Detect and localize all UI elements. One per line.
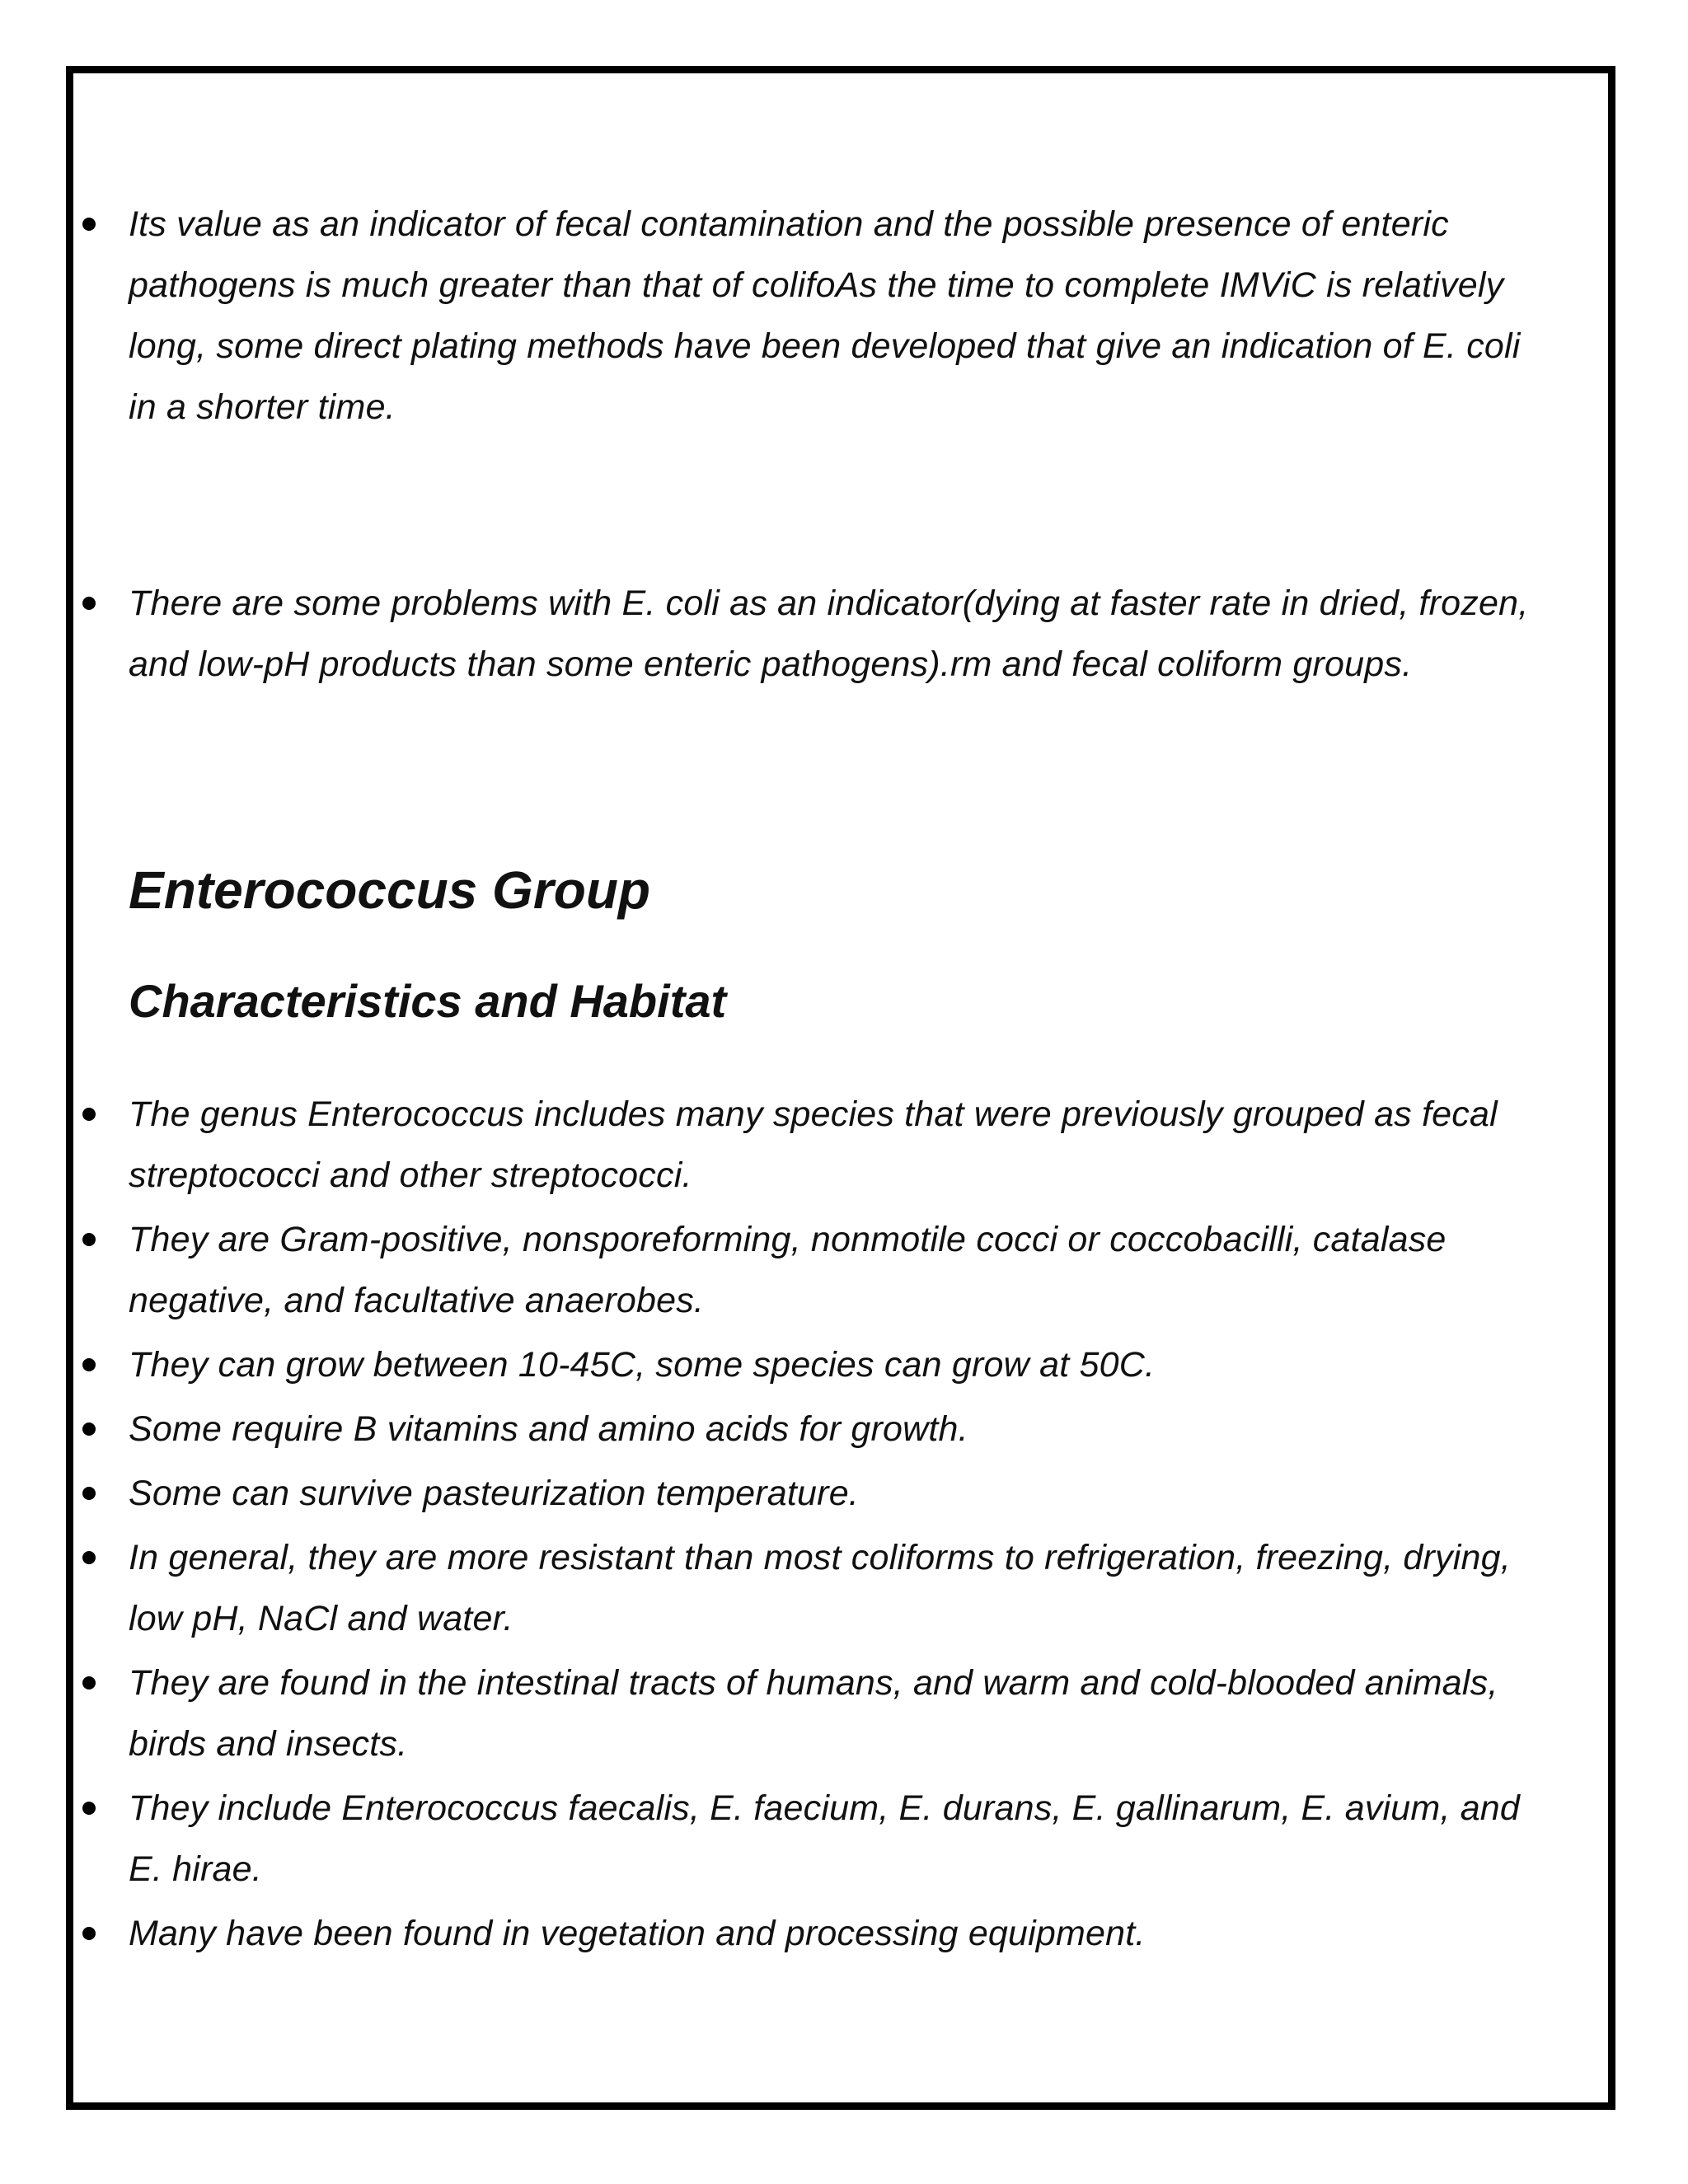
document-page [66, 66, 1615, 2110]
list-item [66, 1399, 1615, 1460]
bullet-icon [82, 1487, 96, 1500]
bullet-text: The genus Enterococcus includes many species that were previously grouped as fecal streptococci and other streptococci. [129, 1094, 1498, 1195]
list-item [66, 1527, 1615, 1649]
list-item [66, 1209, 1615, 1331]
bullet-icon [82, 1422, 96, 1436]
bullet-text: There are some problems with E. coli as an indicator(dying at faster rate in dried, frozen, and low-pH products than some enteric pathogens).rm and fecal coliform groups. [129, 583, 1529, 684]
bullet-text: Some can survive pasteurization temperature. [129, 1474, 859, 1513]
list-item [66, 1463, 1615, 1524]
list-item [66, 1084, 1615, 1206]
bullet-text: Some require B vitamins and amino acids for growth. [129, 1409, 968, 1449]
list-item [66, 1334, 1615, 1395]
bullet-icon [82, 218, 96, 231]
characteristics-bullet-list [66, 1084, 1615, 1964]
bullet-text: In general, they are more resistant than most coliforms to refrigeration, freezing, drying, low pH, NaCl and water. [129, 1538, 1511, 1638]
bullet-icon [82, 1233, 96, 1246]
bullet-text: They can grow between 10-45C, some species can grow at 50C. [129, 1345, 1156, 1385]
list-item [66, 1903, 1615, 1964]
section-title: Enterococcus Group [129, 860, 650, 920]
bullet-icon [82, 1927, 96, 1940]
bullet-text: Its value as an indicator of fecal contamination and the possible presence of enteric pathogens is much greater than that of colifoAs the time to complete IMViC is relatively long, some direct plating methods have been developed that give an indication of E. coli in a shorter time. [129, 204, 1521, 427]
list-item [66, 573, 1615, 695]
intro-bullet-list-2 [66, 573, 1615, 695]
bullet-icon [82, 1676, 96, 1690]
bullet-text: Many have been found in vegetation and processing equipment. [129, 1914, 1146, 1953]
list-item [66, 1778, 1615, 1900]
bullet-text: They are found in the intestinal tracts of humans, and warm and cold-blooded animals, birds and insects. [129, 1663, 1498, 1764]
intro-bullet-list-1 [66, 194, 1615, 438]
bullet-icon [82, 1551, 96, 1564]
list-item [66, 194, 1615, 438]
bullet-icon [82, 1108, 96, 1121]
bullet-icon [82, 1802, 96, 1815]
list-item [66, 1652, 1615, 1774]
subsection-title: Characteristics and Habitat [129, 975, 727, 1027]
bullet-icon [82, 1358, 96, 1371]
bullet-text: They are Gram-positive, nonsporeforming, nonmotile cocci or coccobacilli, catalase negative, and facultative anaerobes. [129, 1220, 1447, 1320]
bullet-icon [82, 597, 96, 610]
bullet-text: They include Enterococcus faecalis, E. faecium, E. durans, E. gallinarum, E. avium, and E. hirae. [129, 1788, 1521, 1889]
